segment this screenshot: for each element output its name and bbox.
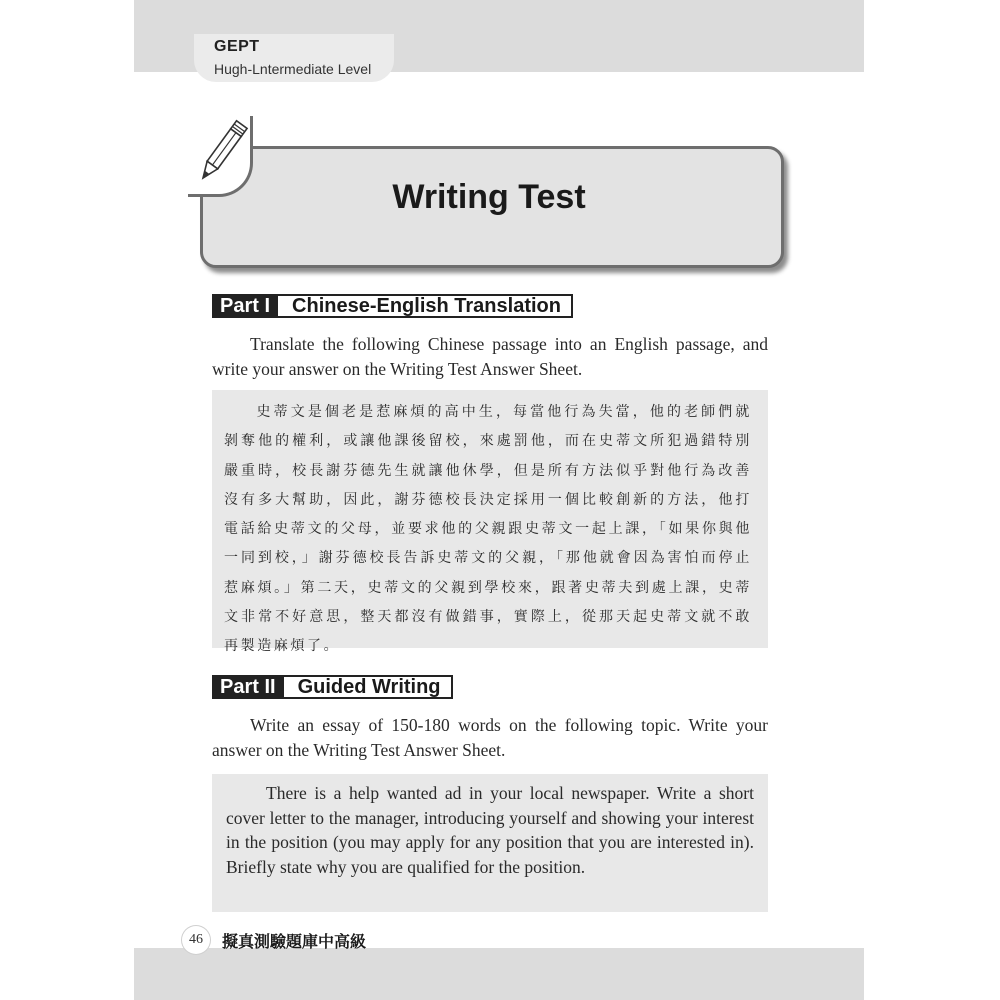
writing-topic-block (226, 781, 754, 879)
part-1-header (212, 294, 573, 318)
chinese-passage: 史蒂文是個老是惹麻煩的高中生，每當他行為失當，他的老師們就剝奪他的權利，或讓他課後留校，來處罰他，而在史蒂文所犯過錯特別嚴重時，校長謝芬德先生就讓他休學，但是所有方法似乎對他行為改善沒有多大幫助，因此，謝芬德校長決定採用一個比較創新的方法，他打電話給史蒂文的父母，並要求他的父親跟史蒂文一起上課，「如果你與他一同到校，」謝芬德校長告訴史蒂文的父親，「那他就會因為害怕而停止惹麻煩。」第二天，史蒂文的父親到學校來，跟著史蒂夫到處上課，史蒂文非常不好意思，整天都沒有做錯事，實際上，從那天起史蒂文就不敢再製造麻煩了。 (224, 404, 752, 655)
writing-topic: There is a help wanted ad in your local newspaper. Write a short cover letter to the manager, introducing yourself and showing your interest in the position (you may apply for any position that you are interested in). Briefly state why you are qualified for the position. (226, 783, 754, 877)
book-title: 擬真測驗題庫中高級 (222, 932, 367, 951)
part-2-instruction-block (212, 713, 768, 762)
banner-title: Writing Test (392, 178, 586, 216)
page-number: 46 (182, 926, 210, 954)
pencil-icon (192, 116, 252, 186)
part-1-title: Chinese-English Translation (278, 294, 573, 318)
part-2-title: Guided Writing (284, 675, 453, 699)
chinese-passage-box (212, 390, 768, 655)
part-1-number: Part I (212, 294, 278, 318)
exam-name: GEPT (214, 38, 260, 55)
part-2-instruction: Write an essay of 150-180 words on the following topic. Write your answer on the Writing Test Answer Sheet. (212, 715, 768, 760)
part-2-header (212, 675, 453, 699)
chinese-passage-block (224, 398, 752, 662)
part-2-number: Part II (212, 675, 284, 699)
part-1-instruction-block (212, 332, 768, 381)
writing-topic-box (212, 774, 768, 912)
exam-level: Hugh-Lntermediate Level (214, 61, 372, 77)
footer-band (134, 948, 864, 1000)
part-1-instruction: Translate the following Chinese passage into an English passage, and write your answer on the Writing Test Answer Sheet. (212, 334, 768, 379)
document-page (134, 0, 864, 1000)
